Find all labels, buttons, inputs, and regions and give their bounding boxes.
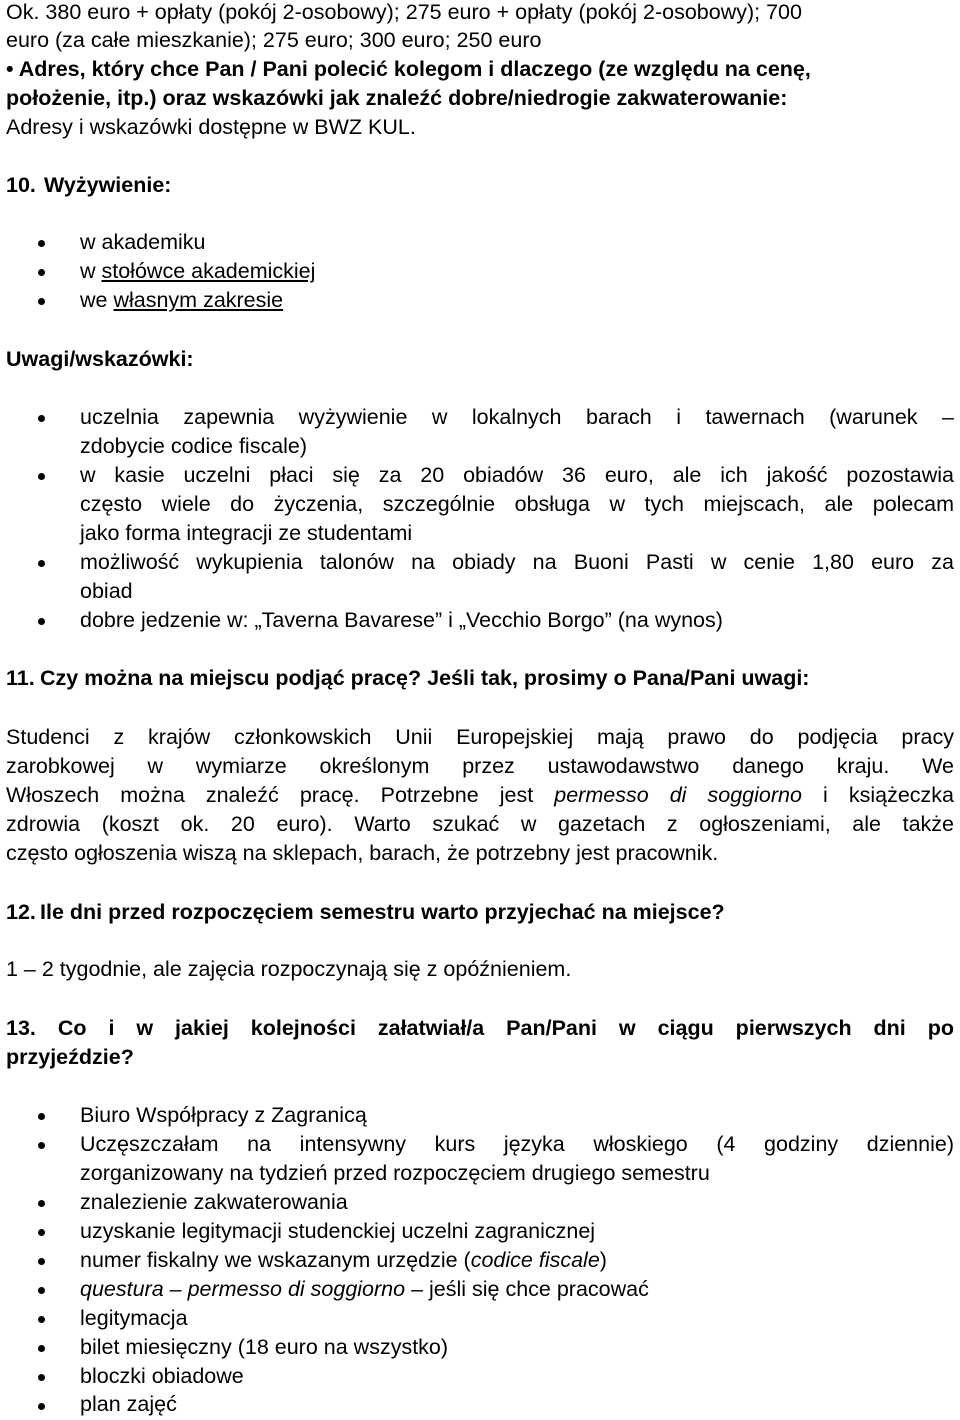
bullet-icon — [38, 618, 45, 625]
arrival-item-2-line-1: Uczęszczałam na intensywny kurs języka włoskiego (4 godziny dziennie) — [80, 1132, 954, 1156]
note-3-line-2: obiad — [80, 579, 133, 603]
note-2-line-1: w kasie uczelni płaci się za 20 obiadów 36 euro, ale ich jakość pozostawia — [80, 463, 954, 487]
work-para-line-3a: Włoszech można znaleźć pracę. Potrzebne jest — [6, 783, 555, 807]
food-item-canteen-link: stołówce akademickiej — [101, 259, 316, 283]
work-para-line-3b: permesso di soggiorno — [554, 783, 802, 807]
bullet-icon — [38, 1229, 45, 1236]
section-11-number: 11. — [6, 666, 35, 690]
section-13-title-line-1: 13. Co i w jakiej kolejności załatwiał/a Pan/Pani w ciągu pierwszych dni po — [6, 1016, 954, 1040]
section-13-title-line-2: przyjeździe? — [6, 1045, 134, 1069]
bullet-icon — [38, 1345, 45, 1352]
bullet-icon — [38, 1316, 45, 1323]
bullet-icon — [38, 415, 45, 422]
intro-line-1: Ok. 380 euro + opłaty (pokój 2-osobowy); 275 euro + opłaty (pokój 2-osobowy); 700 — [6, 0, 802, 24]
note-1-line-2: zdobycie codice fiscale) — [80, 434, 308, 458]
bullet-icon — [38, 240, 45, 247]
note-2-line-3: jako forma integracji ze studentami — [80, 521, 413, 545]
work-para-line-2: zarobkowej w wymiarze określonym przez ustawodawstwo danego kraju. We — [6, 754, 954, 778]
bullet-icon — [38, 1287, 45, 1294]
arrival-item-7: legitymacja — [80, 1306, 188, 1330]
arrival-item-2-line-2: zorganizowany na tydzień przed rozpoczęciem drugiego semestru — [80, 1161, 710, 1185]
arrival-item-4: uzyskanie legitymacji studenckiej uczelni zagranicznej — [80, 1219, 596, 1243]
note-3-line-1: możliwość wykupienia talonów na obiady na Buoni Pasti w cenie 1,80 euro za — [80, 550, 954, 574]
section-11-title: Czy można na miejscu podjąć pracę? Jeśli tak, prosimy o Pana/Pani uwagi: — [40, 666, 810, 690]
bullet-icon — [38, 1403, 45, 1410]
arrival-item-10: plan zajęć — [80, 1392, 177, 1416]
food-item-canteen — [80, 257, 315, 286]
work-para-line-3 — [6, 781, 954, 810]
bullet-icon — [38, 473, 45, 480]
section-12-title: Ile dni przed rozpoczęciem semestru warto przyjechać na miejsce? — [40, 900, 725, 924]
food-item-own — [80, 286, 283, 315]
work-para-line-5: często ogłoszenia wiszą na sklepach, barach, że potrzebny jest pracownik. — [6, 841, 719, 865]
bullet-icon — [38, 1258, 45, 1265]
question-recommend-line-2 — [6, 84, 787, 113]
section-12-number: 12. — [6, 900, 36, 924]
question-text-b: ) oraz wskazówki jak znaleźć dobre/niedrogie zakwaterowanie: — [149, 86, 788, 110]
food-item-canteen-prefix: w — [80, 259, 102, 283]
arrival-item-5c: ) — [599, 1248, 607, 1272]
work-para-line-3c: i książeczka — [801, 783, 955, 807]
food-item-dorm: w akademiku — [80, 230, 206, 254]
bullet-icon — [38, 269, 45, 276]
arrival-item-6a: questura – permesso di soggiorno — [80, 1277, 406, 1301]
arrival-item-5 — [80, 1246, 607, 1275]
section-12-answer: 1 – 2 tygodnie, ale zajęcia rozpoczynają się z opóźnieniem. — [6, 957, 572, 981]
arrival-item-6b: – jeśli się chce pracować — [405, 1277, 649, 1301]
question-recommend-line-1: • Adres, który chce Pan / Pani polecić kolegom i dlaczego (ze względu na cenę, — [6, 57, 811, 81]
work-para-line-1: Studenci z krajów członkowskich Unii Europejskiej mają prawo do podjęcia pracy — [6, 725, 954, 749]
bullet-icon — [38, 1142, 45, 1149]
arrival-item-8: bilet miesięczny (18 euro na wszystko) — [80, 1335, 449, 1359]
bullet-icon — [38, 560, 45, 567]
work-para-line-4: zdrowia (koszt ok. 20 euro). Warto szukać w gazetach z ogłoszeniami, ale także — [6, 812, 954, 836]
arrival-item-3: znalezienie zakwaterowania — [80, 1190, 348, 1214]
arrival-item-6 — [80, 1275, 649, 1304]
food-item-own-link: własnym zakresie — [113, 288, 284, 312]
section-10-title: Wyżywienie: — [44, 173, 172, 197]
note-4-line-1: dobre jedzenie w: „Taverna Bavarese” i „Vecchio Borgo” (na wynos) — [80, 608, 723, 632]
note-2-line-2: często wiele do życzenia, szczególnie obsługa w tych miejscach, ale polecam — [80, 492, 954, 516]
note-1-line-1: uczelnia zapewnia wyżywienie w lokalnych barach i tawernach (warunek – — [80, 405, 954, 429]
bullet-icon — [38, 1374, 45, 1381]
answer-recommend: Adresy i wskazówki dostępne w BWZ KUL. — [6, 115, 416, 139]
intro-line-2: euro (za całe mieszkanie); 275 euro; 300 euro; 250 euro — [6, 28, 542, 52]
bullet-icon — [38, 1200, 45, 1207]
section-10-number: 10. — [6, 173, 36, 197]
arrival-item-1: Biuro Współpracy z Zagranicą — [80, 1103, 367, 1127]
arrival-item-5a: numer fiskalny we wskazanym urzędzie ( — [80, 1248, 471, 1272]
notes-heading: Uwagi/wskazówki: — [6, 347, 194, 371]
food-item-own-prefix: we — [80, 288, 114, 312]
arrival-item-5b: codice fiscale — [470, 1248, 600, 1272]
arrival-item-9: bloczki obiadowe — [80, 1364, 244, 1388]
bullet-icon — [38, 298, 45, 305]
question-text-a: położenie, itp. — [6, 86, 150, 110]
bullet-icon — [38, 1113, 45, 1120]
